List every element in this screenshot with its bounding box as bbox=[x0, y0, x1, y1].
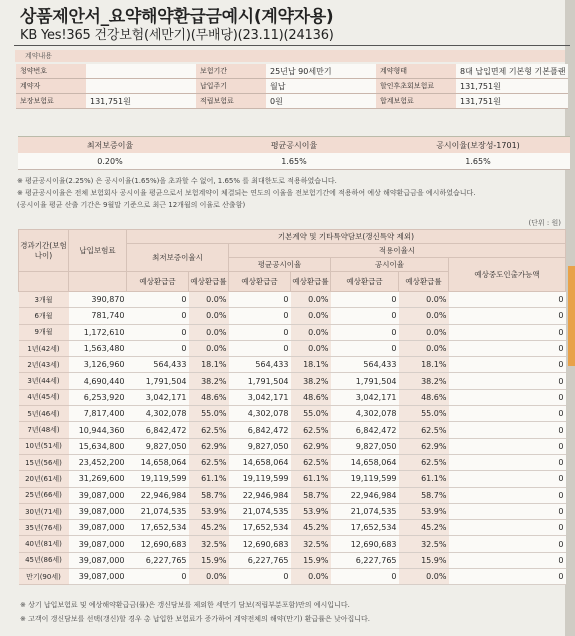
refund-cell: 17,652,534 bbox=[331, 520, 399, 536]
ratio-cell: 58.7% bbox=[399, 487, 449, 503]
refund-cell: 0 bbox=[229, 324, 291, 340]
refund-cell: 0 bbox=[331, 569, 399, 585]
refund-cell: 19,119,599 bbox=[127, 471, 189, 487]
ratio-cell: 0.0% bbox=[291, 292, 331, 308]
header-blank bbox=[69, 272, 127, 292]
table-row bbox=[19, 471, 566, 487]
refund-cell: 4,302,078 bbox=[229, 406, 291, 422]
ratio-cell: 45.2% bbox=[399, 520, 449, 536]
midway-cell: 0 bbox=[449, 520, 566, 536]
premium-cell: 10,944,360 bbox=[69, 422, 127, 438]
midway-cell: 0 bbox=[449, 503, 566, 519]
ratio-cell: 38.2% bbox=[399, 373, 449, 389]
midway-cell: 0 bbox=[449, 373, 566, 389]
period-cell: 7년(48세) bbox=[19, 422, 69, 438]
refund-cell: 9,827,050 bbox=[331, 438, 399, 454]
header-period: 경과기간(보험나이) bbox=[19, 230, 69, 272]
section-contract-header: 계약내용 bbox=[15, 50, 565, 62]
refund-cell: 22,946,984 bbox=[331, 487, 399, 503]
ratio-cell: 48.6% bbox=[399, 389, 449, 405]
info-label: 청약번호 bbox=[16, 64, 86, 79]
table-row bbox=[19, 487, 566, 503]
table-row bbox=[19, 357, 566, 373]
premium-cell: 4,690,440 bbox=[69, 373, 127, 389]
ratio-cell: 53.9% bbox=[399, 503, 449, 519]
refund-cell: 19,119,599 bbox=[229, 471, 291, 487]
ratio-cell: 62.5% bbox=[399, 422, 449, 438]
refund-cell: 564,433 bbox=[331, 357, 399, 373]
refund-cell: 12,690,683 bbox=[331, 536, 399, 552]
ratio-cell: 53.9% bbox=[291, 503, 331, 519]
footnote: ※ 상기 납입보험료 및 예상해약환급금(률)은 갱신담보를 제외한 세만기 담보(적립부분포함)만의 예시입니다. bbox=[20, 601, 350, 609]
refund-cell: 3,042,171 bbox=[331, 389, 399, 405]
refund-cell: 21,074,535 bbox=[127, 503, 189, 519]
period-cell: 5년(46세) bbox=[19, 406, 69, 422]
ratio-cell: 15.9% bbox=[189, 552, 229, 568]
table-row bbox=[19, 552, 566, 568]
info-value: 0원 bbox=[266, 94, 376, 109]
midway-cell: 0 bbox=[449, 536, 566, 552]
page-side-tab bbox=[568, 266, 575, 366]
refund-cell: 564,433 bbox=[229, 357, 291, 373]
period-cell: 10년(51세) bbox=[19, 438, 69, 454]
info-label: 계약형태 bbox=[376, 64, 456, 79]
info-label: 적립보험료 bbox=[196, 94, 266, 109]
rate-value: 1.65% bbox=[202, 153, 386, 170]
premium-cell: 39,087,000 bbox=[69, 536, 127, 552]
ratio-cell: 18.1% bbox=[291, 357, 331, 373]
ratio-cell: 32.5% bbox=[189, 536, 229, 552]
refund-cell: 9,827,050 bbox=[127, 438, 189, 454]
refund-cell: 0 bbox=[331, 308, 399, 324]
refund-cell: 564,433 bbox=[127, 357, 189, 373]
premium-cell: 39,087,000 bbox=[69, 520, 127, 536]
table-row bbox=[19, 340, 566, 356]
refund-cell: 0 bbox=[127, 340, 189, 356]
refund-cell: 14,658,064 bbox=[331, 454, 399, 470]
ratio-cell: 0.0% bbox=[291, 324, 331, 340]
midway-cell: 0 bbox=[449, 438, 566, 454]
header-applied-rate: 적용이율시 bbox=[229, 244, 566, 258]
midway-cell: 0 bbox=[449, 471, 566, 487]
info-value: 25년납 90세만기 bbox=[266, 64, 376, 79]
premium-cell: 31,269,600 bbox=[69, 471, 127, 487]
refund-cell: 19,119,599 bbox=[331, 471, 399, 487]
ratio-cell: 62.5% bbox=[291, 454, 331, 470]
ratio-cell: 0.0% bbox=[291, 308, 331, 324]
refund-cell: 12,690,683 bbox=[229, 536, 291, 552]
midway-cell: 0 bbox=[449, 422, 566, 438]
ratio-cell: 0.0% bbox=[291, 340, 331, 356]
period-cell: 40년(81세) bbox=[19, 536, 69, 552]
refund-cell: 0 bbox=[331, 324, 399, 340]
period-cell: 1년(42세) bbox=[19, 340, 69, 356]
info-value: 8대 납입면제 기본형 기본플랜 bbox=[456, 64, 568, 79]
period-cell: 3개월 bbox=[19, 292, 69, 308]
midway-cell: 0 bbox=[449, 389, 566, 405]
title-divider bbox=[14, 45, 570, 46]
info-value: 131,751원 bbox=[456, 79, 568, 94]
contract-info-row bbox=[16, 64, 568, 79]
ratio-cell: 61.1% bbox=[399, 471, 449, 487]
ratio-cell: 62.9% bbox=[189, 438, 229, 454]
refund-cell: 6,842,472 bbox=[127, 422, 189, 438]
period-cell: 25년(66세) bbox=[19, 487, 69, 503]
table-row bbox=[19, 308, 566, 324]
premium-cell: 6,253,920 bbox=[69, 389, 127, 405]
premium-cell: 7,817,400 bbox=[69, 406, 127, 422]
refund-cell: 0 bbox=[229, 340, 291, 356]
refund-cell: 21,074,535 bbox=[331, 503, 399, 519]
rate-header: 평균공시이율 bbox=[202, 137, 386, 154]
refund-cell: 0 bbox=[127, 292, 189, 308]
ratio-cell: 55.0% bbox=[291, 406, 331, 422]
period-cell: 35년(76세) bbox=[19, 520, 69, 536]
table-row bbox=[19, 324, 566, 340]
ratio-cell: 18.1% bbox=[189, 357, 229, 373]
premium-cell: 39,087,000 bbox=[69, 487, 127, 503]
table-row bbox=[19, 292, 566, 308]
refund-cell: 6,842,472 bbox=[331, 422, 399, 438]
period-cell: 15년(56세) bbox=[19, 454, 69, 470]
midway-cell: 0 bbox=[449, 308, 566, 324]
refund-cell: 3,042,171 bbox=[229, 389, 291, 405]
refund-cell: 12,690,683 bbox=[127, 536, 189, 552]
premium-cell: 1,172,610 bbox=[69, 324, 127, 340]
note-line: ※ 평균공시이율은 전체 보험회사 공시이율 평균으로서 보험계약이 체결되는 연도의 이율을 전보험기간에 적용하여 예상 해약환급금을 예시하였습니다. bbox=[17, 189, 476, 197]
rate-value: 0.20% bbox=[18, 153, 202, 170]
refund-cell: 6,227,765 bbox=[229, 552, 291, 568]
period-cell: 30년(71세) bbox=[19, 503, 69, 519]
ratio-cell: 58.7% bbox=[291, 487, 331, 503]
ratio-cell: 38.2% bbox=[291, 373, 331, 389]
midway-cell: 0 bbox=[449, 357, 566, 373]
ratio-cell: 62.5% bbox=[399, 454, 449, 470]
header-ratio: 예상환급률 bbox=[291, 272, 331, 292]
ratio-cell: 61.1% bbox=[291, 471, 331, 487]
info-value bbox=[86, 79, 196, 94]
ratio-cell: 62.5% bbox=[291, 422, 331, 438]
premium-cell: 15,634,800 bbox=[69, 438, 127, 454]
info-label: 계약자 bbox=[16, 79, 86, 94]
midway-cell: 0 bbox=[449, 324, 566, 340]
ratio-cell: 62.9% bbox=[291, 438, 331, 454]
period-cell: 9개월 bbox=[19, 324, 69, 340]
period-cell: 4년(45세) bbox=[19, 389, 69, 405]
premium-cell: 39,087,000 bbox=[69, 552, 127, 568]
ratio-cell: 15.9% bbox=[291, 552, 331, 568]
period-cell: 3년(44세) bbox=[19, 373, 69, 389]
ratio-cell: 0.0% bbox=[399, 324, 449, 340]
table-row bbox=[19, 520, 566, 536]
document-subtitle: KB Yes!365 건강보험(세만기)(무배당)(23.11)(24136) bbox=[20, 28, 334, 43]
header-group: 기본계약 및 기타특약담보(갱신특약 제외) bbox=[127, 230, 566, 244]
ratio-cell: 32.5% bbox=[399, 536, 449, 552]
header-min-rate: 최저보증이율시 bbox=[127, 244, 229, 272]
refund-cell: 1,791,504 bbox=[331, 373, 399, 389]
refund-cell: 0 bbox=[127, 569, 189, 585]
refund-cell: 6,842,472 bbox=[229, 422, 291, 438]
ratio-cell: 0.0% bbox=[399, 340, 449, 356]
refund-cell: 22,946,984 bbox=[229, 487, 291, 503]
ratio-cell: 0.0% bbox=[189, 292, 229, 308]
refund-cell: 6,227,765 bbox=[331, 552, 399, 568]
midway-cell: 0 bbox=[449, 552, 566, 568]
refund-cell: 0 bbox=[229, 292, 291, 308]
midway-cell: 0 bbox=[449, 292, 566, 308]
midway-cell: 0 bbox=[449, 340, 566, 356]
ratio-cell: 58.7% bbox=[189, 487, 229, 503]
refund-cell: 0 bbox=[229, 308, 291, 324]
table-row bbox=[19, 503, 566, 519]
premium-cell: 39,087,000 bbox=[69, 569, 127, 585]
premium-cell: 39,087,000 bbox=[69, 503, 127, 519]
period-cell: 45년(86세) bbox=[19, 552, 69, 568]
ratio-cell: 0.0% bbox=[291, 569, 331, 585]
ratio-cell: 53.9% bbox=[189, 503, 229, 519]
table-row bbox=[19, 454, 566, 470]
refund-cell: 0 bbox=[229, 569, 291, 585]
info-label: 납입주기 bbox=[196, 79, 266, 94]
table-row bbox=[19, 373, 566, 389]
footnote: ※ 고객이 갱신담보를 선택(갱신)할 경우 총 납입한 보험료가 증가하여 계약전체의 해약(만기) 환급률은 낮아집니다. bbox=[20, 615, 371, 623]
ratio-cell: 55.0% bbox=[189, 406, 229, 422]
ratio-cell: 45.2% bbox=[189, 520, 229, 536]
midway-cell: 0 bbox=[449, 569, 566, 585]
contract-info-row bbox=[16, 79, 568, 94]
info-label: 보험기간 bbox=[196, 64, 266, 79]
table-row bbox=[19, 536, 566, 552]
note-line: (공시이율 평균 산출 기간은 9월말 기준으로 최근 12개월의 이율로 산출함) bbox=[17, 201, 246, 209]
header-refund: 예상환급금 bbox=[127, 272, 189, 292]
table-row bbox=[19, 389, 566, 405]
info-value bbox=[86, 64, 196, 79]
header-refund: 예상환급금 bbox=[331, 272, 399, 292]
ratio-cell: 45.2% bbox=[291, 520, 331, 536]
table-row bbox=[19, 438, 566, 454]
ratio-cell: 0.0% bbox=[399, 569, 449, 585]
ratio-cell: 0.0% bbox=[189, 308, 229, 324]
ratio-cell: 18.1% bbox=[399, 357, 449, 373]
document-title: 상품제안서_요약해약환급금예시(계약자용) bbox=[20, 7, 334, 27]
contract-info-table bbox=[16, 64, 568, 109]
ratio-cell: 0.0% bbox=[399, 308, 449, 324]
header-pub-rate: 공시이율 bbox=[331, 258, 449, 272]
refund-cell: 0 bbox=[331, 292, 399, 308]
header-blank bbox=[19, 272, 69, 292]
refund-cell: 1,791,504 bbox=[127, 373, 189, 389]
refund-cell: 0 bbox=[127, 324, 189, 340]
info-label: 보장보험료 bbox=[16, 94, 86, 109]
premium-cell: 3,126,960 bbox=[69, 357, 127, 373]
table-row bbox=[19, 406, 566, 422]
refund-cell: 4,302,078 bbox=[127, 406, 189, 422]
ratio-cell: 48.6% bbox=[291, 389, 331, 405]
header-ratio: 예상환급률 bbox=[189, 272, 229, 292]
ratio-cell: 61.1% bbox=[189, 471, 229, 487]
info-value: 월납 bbox=[266, 79, 376, 94]
ratio-cell: 0.0% bbox=[189, 324, 229, 340]
refund-cell: 17,652,534 bbox=[127, 520, 189, 536]
refund-cell: 3,042,171 bbox=[127, 389, 189, 405]
info-value: 131,751원 bbox=[86, 94, 196, 109]
unit-label: (단위 : 원) bbox=[528, 219, 561, 227]
ratio-cell: 62.5% bbox=[189, 454, 229, 470]
ratio-cell: 15.9% bbox=[399, 552, 449, 568]
info-value: 131,751원 bbox=[456, 94, 568, 109]
refund-cell: 22,946,984 bbox=[127, 487, 189, 503]
period-cell: 20년(61세) bbox=[19, 471, 69, 487]
info-label: 합계보험료 bbox=[376, 94, 456, 109]
rate-value: 1.65% bbox=[386, 153, 570, 170]
period-cell: 2년(43세) bbox=[19, 357, 69, 373]
refund-cell: 4,302,078 bbox=[331, 406, 399, 422]
header-midway: 예상중도인출가능액 bbox=[449, 258, 566, 292]
info-label: 할인후초회보험료 bbox=[376, 79, 456, 94]
ratio-cell: 0.0% bbox=[189, 569, 229, 585]
refund-cell: 0 bbox=[127, 308, 189, 324]
refund-cell: 0 bbox=[331, 340, 399, 356]
rate-header: 최저보증이율 bbox=[18, 137, 202, 154]
premium-cell: 781,740 bbox=[69, 308, 127, 324]
refund-cell: 14,658,064 bbox=[229, 454, 291, 470]
header-ratio: 예상환급률 bbox=[399, 272, 449, 292]
refund-cell: 9,827,050 bbox=[229, 438, 291, 454]
ratio-cell: 0.0% bbox=[399, 292, 449, 308]
interest-rates-table bbox=[18, 136, 570, 170]
header-avg-rate: 평균공시이율 bbox=[229, 258, 331, 272]
midway-cell: 0 bbox=[449, 487, 566, 503]
premium-cell: 390,870 bbox=[69, 292, 127, 308]
header-refund: 예상환급금 bbox=[229, 272, 291, 292]
midway-cell: 0 bbox=[449, 406, 566, 422]
premium-cell: 23,452,200 bbox=[69, 454, 127, 470]
ratio-cell: 48.6% bbox=[189, 389, 229, 405]
ratio-cell: 32.5% bbox=[291, 536, 331, 552]
refund-cell: 21,074,535 bbox=[229, 503, 291, 519]
refund-cell: 6,227,765 bbox=[127, 552, 189, 568]
midway-cell: 0 bbox=[449, 454, 566, 470]
refund-cell: 1,791,504 bbox=[229, 373, 291, 389]
ratio-cell: 55.0% bbox=[399, 406, 449, 422]
header-premium: 납입보험료 bbox=[69, 230, 127, 272]
period-cell: 6개월 bbox=[19, 308, 69, 324]
refund-cell: 17,652,534 bbox=[229, 520, 291, 536]
refund-cell: 14,658,064 bbox=[127, 454, 189, 470]
ratio-cell: 38.2% bbox=[189, 373, 229, 389]
premium-cell: 1,563,480 bbox=[69, 340, 127, 356]
rate-header: 공시이율(보장성-1701) bbox=[386, 137, 570, 154]
note-line: ※ 평균공시이율(2.25%) 은 공시이율(1.65%)을 초과할 수 없어, 1.65% 를 최대한도로 적용하였습니다. bbox=[17, 177, 337, 185]
ratio-cell: 0.0% bbox=[189, 340, 229, 356]
refund-table bbox=[18, 229, 566, 585]
period-cell: 만기(90세) bbox=[19, 569, 69, 585]
table-row bbox=[19, 569, 566, 585]
ratio-cell: 62.5% bbox=[189, 422, 229, 438]
table-row bbox=[19, 422, 566, 438]
ratio-cell: 62.9% bbox=[399, 438, 449, 454]
contract-info-row bbox=[16, 94, 568, 109]
